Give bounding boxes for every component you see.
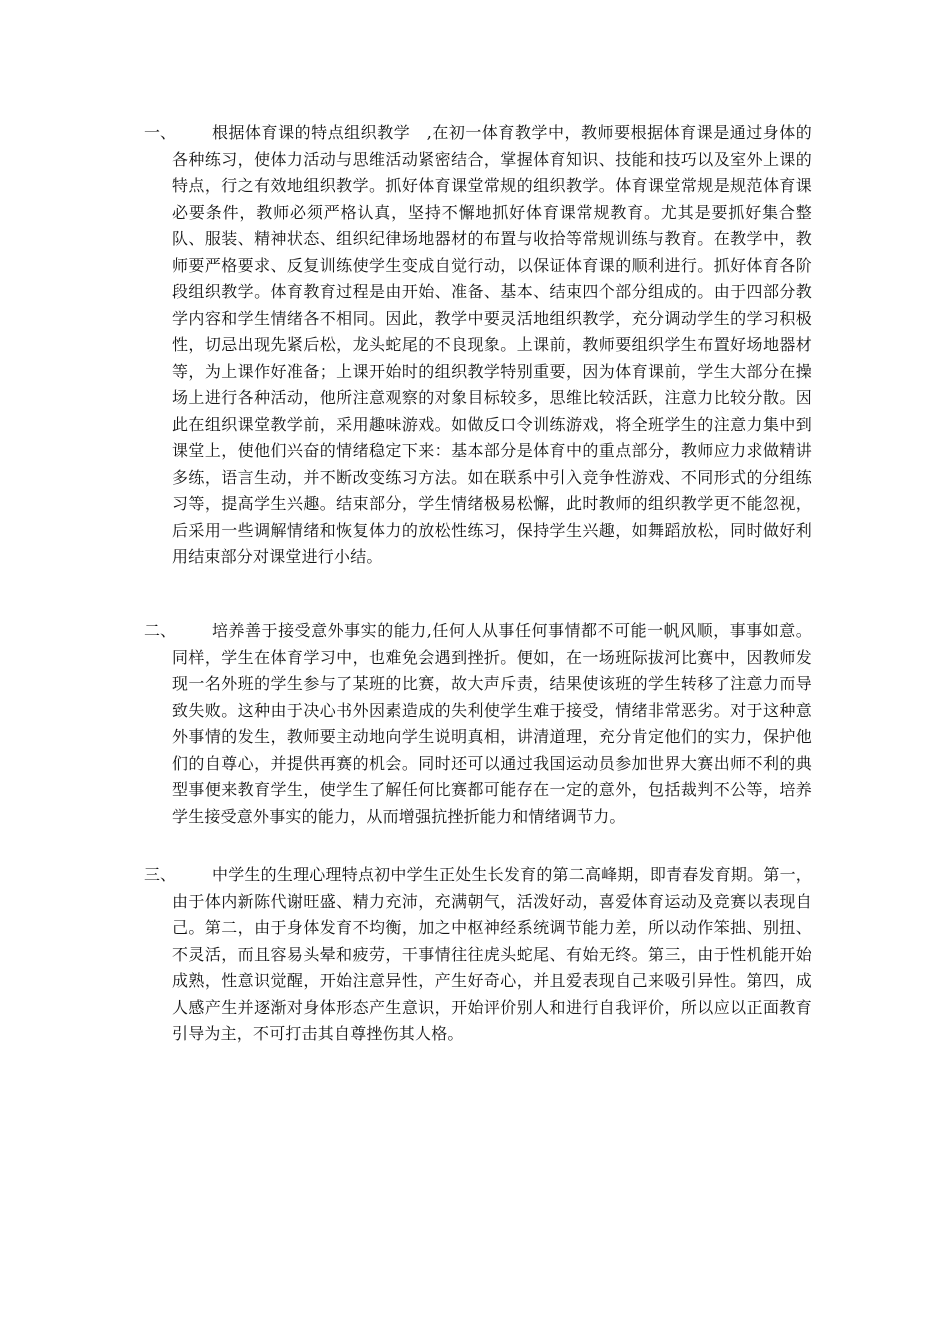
section-2: [144, 618, 812, 830]
section-2-marker: 二、: [144, 621, 177, 640]
section-1-text: 根据体育课的特点组织教学 ,在初一体育教学中，教师要根据体育课是通过身体的各种练习，使体力活动与思维活动紧密结合，掌握体育知识、技能和技巧以及室外上课的特点，行之有效地组织教学。抓好体育课堂常规的组织教学。体育课堂常规是规范体育课必要条件，教师必须严格认真，坚持不懈地抓好体育课常规教育。尤其是要抓好集合整队、服装、精神状态、组织纪律场地器材的布置与收拾等常规训练与教育。在教学中，教师要严格要求、反复训练使学生变成自觉行动，以保证体育课的顺利进行。抓好体育各阶段组织教学。体育教育过程是由开始、准备、基本、结束四个部分组成的。由于四部分教学内容和学生情绪各不相同。因此，教学中要灵活地组织教学，充分调动学生的学习积极性，切忌出现先紧后松，龙头蛇尾的不良现象。上课前，教师要组织学生布置好场地器材等，为上课作好准备；上课开始时的组织教学特别重要，因为体育课前，学生大部分在操场上进行各种活动，他所注意观察的对象目标较多，思维比较活跃，注意力比较分散。因此在组织课堂教学前，采用趣味游戏。如做反口令训练游戏，将全班学生的注意力集中到课堂上，使他们兴奋的情绪稳定下来：基本部分是体育中的重点部分，教师应力求做精讲多练，语言生动，并不断改变练习方法。如在联系中引入竞争性游戏、不同形式的分组练习等，提高学生兴趣。结束部分，学生情绪极易松懈，此时教师的组织教学更不能忽视，后采用一些调解情绪和恢复体力的放松性练习，保持学生兴趣，如舞蹈放松，同时做好利用结束部分对课堂进行小结。: [172, 123, 812, 566]
section-3-text: 中学生的生理心理特点初中学生正处生长发育的第二高峰期，即青春发育期。第一，由于体内新陈代谢旺盛、精力充沛，充满朝气，活泼好动，喜爱体育运动及竞赛以表现自己。第二，由于身体发育不均衡，加之中枢神经系统调节能力差，所以动作笨拙、别扭、不灵活，而且容易头晕和疲劳，干事情往往虎头蛇尾、有始无终。第三，由于性机能开始成熟，性意识觉醒，开始注意异性，产生好奇心，并且爱表现自己来吸引异性。第四，成人感产生并逐渐对身体形态产生意识，开始评价别人和进行自我评价，所以应以正面教育引导为主，不可打击其自尊挫伤其人格。: [172, 865, 812, 1043]
section-1-marker: 一、: [144, 123, 177, 142]
section-2-text: 培养善于接受意外事实的能力,任何人从事任何事情都不可能一帆风顺，事事如意。同样，学生在体育学习中，也难免会遇到挫折。便如，在一场班际拔河比赛中，因教师发现一名外班的学生参与了某班的比赛，故大声斥责，结果使该班的学生转移了注意力而导致失败。这种由于决心书外因素造成的失利使学生难于接受，情绪非常恶劣。对于这种意外事情的发生，教师要主动地向学生说明真相，讲清道理，充分肯定他们的实力，保护他们的自尊心，并提供再赛的机会。同时还可以通过我国运动员参加世界大赛出师不利的典型事便来教育学生，使学生了解任何比赛都可能存在一定的意外，包括裁判不公等，培养学生接受意外事实的能力，从而增强抗挫折能力和情绪调节力。: [172, 621, 812, 826]
section-1: [144, 120, 812, 571]
section-3-marker: 三、: [144, 865, 177, 884]
section-3: [144, 862, 812, 1048]
